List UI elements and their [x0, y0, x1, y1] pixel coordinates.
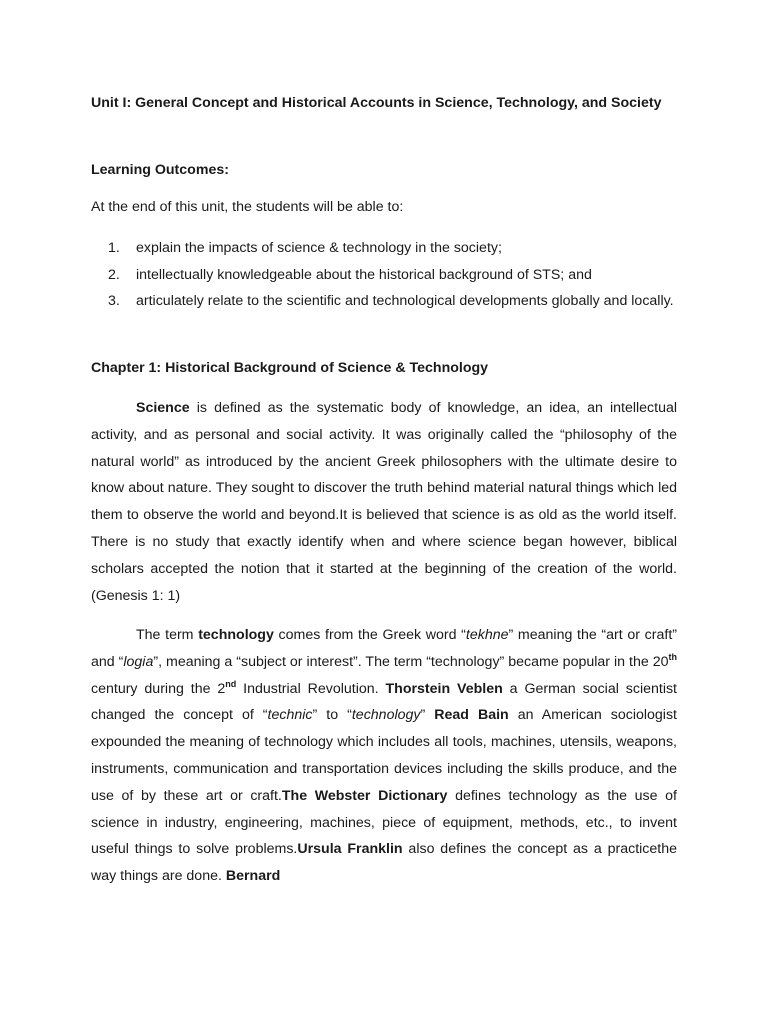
- name-thorstein-veblen: Thorstein Veblen: [385, 680, 503, 697]
- text-run: defines technology as the use of science in industry, engineering, machines, piece of equipment, methods, etc., to invent useful things to solve problems.: [91, 787, 678, 858]
- text-run: ”, meaning a “subject or interest”. The term “technology” became popular in the 20: [153, 653, 669, 670]
- text-run: ”: [420, 707, 435, 724]
- term-technology-italic: technology: [351, 707, 421, 724]
- unit-title: Unit I: General Concept and Historical Accounts in Science, Technology, and Society: [91, 95, 662, 111]
- list-item-number: 1.: [108, 240, 120, 256]
- chapter-title: Chapter 1: Historical Background of Science & Technology: [91, 360, 489, 376]
- text-run: comes from the Greek word “: [273, 627, 466, 643]
- technology-paragraph: [91, 622, 677, 890]
- name-read-bain: Read Bain: [434, 707, 509, 724]
- term-logia: logia: [123, 653, 154, 670]
- text-run: also defines the concept as a practicethe way things are done.: [91, 841, 677, 885]
- text-run: ” to “: [312, 707, 352, 724]
- term-technology: technology: [198, 627, 274, 643]
- learning-outcomes-heading: Learning Outcomes:: [91, 162, 229, 178]
- learning-outcomes-intro: At the end of this unit, the students will be able to:: [91, 199, 404, 215]
- text-run: Industrial Revolution.: [236, 680, 386, 697]
- text-run: a German social scientist changed the concept of “: [91, 680, 678, 724]
- term-tekhne: tekhne: [465, 627, 509, 643]
- learning-outcomes-list: [91, 235, 677, 315]
- list-item-number: 3.: [108, 293, 120, 309]
- science-paragraph: [91, 395, 677, 609]
- text-run: ” meaning the “art or craft” and “: [91, 627, 677, 670]
- list-item: [91, 288, 677, 315]
- superscript-nd: nd: [225, 678, 237, 689]
- name-webster-dictionary: The Webster Dictionary: [281, 787, 448, 804]
- superscript-th: th: [668, 651, 677, 662]
- text-run: The term: [136, 627, 199, 643]
- science-paragraph-text: is defined as the systematic body of knowledge, an idea, an intellectual activity, and as personal and social activity. It was originally called the “philosophy of the natural world” as introduced by the ancient Greek philosophers with the ultimate desire to know about nature. They sought to discover the truth behind material natural things which led them to observe the world and beyond.It is believed that science is as old as the world itself. There is no study that exactly identify when and where science began however, biblical scholars accepted the notion that it started at the beginning of the creation of the world. (Genesis 1: 1): [91, 400, 677, 604]
- list-item: [91, 235, 677, 262]
- list-item: [91, 262, 677, 289]
- term-science: Science: [136, 400, 190, 416]
- list-item-text: articulately relate to the scientific and technological developments globally and locally.: [136, 293, 674, 309]
- list-item-text: explain the impacts of science & technology in the society;: [136, 240, 502, 256]
- list-item-number: 2.: [108, 266, 120, 283]
- name-bernard: Bernard: [225, 868, 281, 885]
- term-technic: technic: [267, 707, 313, 724]
- text-run: an American sociologist expounded the meaning of technology which includes all tools, machines, utensils, weapons, instruments, communication and transportation devices including the skills produce, and the use of by these art or craft.: [91, 707, 677, 804]
- text-run: century during the 2: [91, 680, 226, 697]
- name-ursula-franklin: Ursula Franklin: [297, 841, 403, 858]
- list-item-text: intellectually knowledgeable about the historical background of STS; and: [136, 266, 592, 283]
